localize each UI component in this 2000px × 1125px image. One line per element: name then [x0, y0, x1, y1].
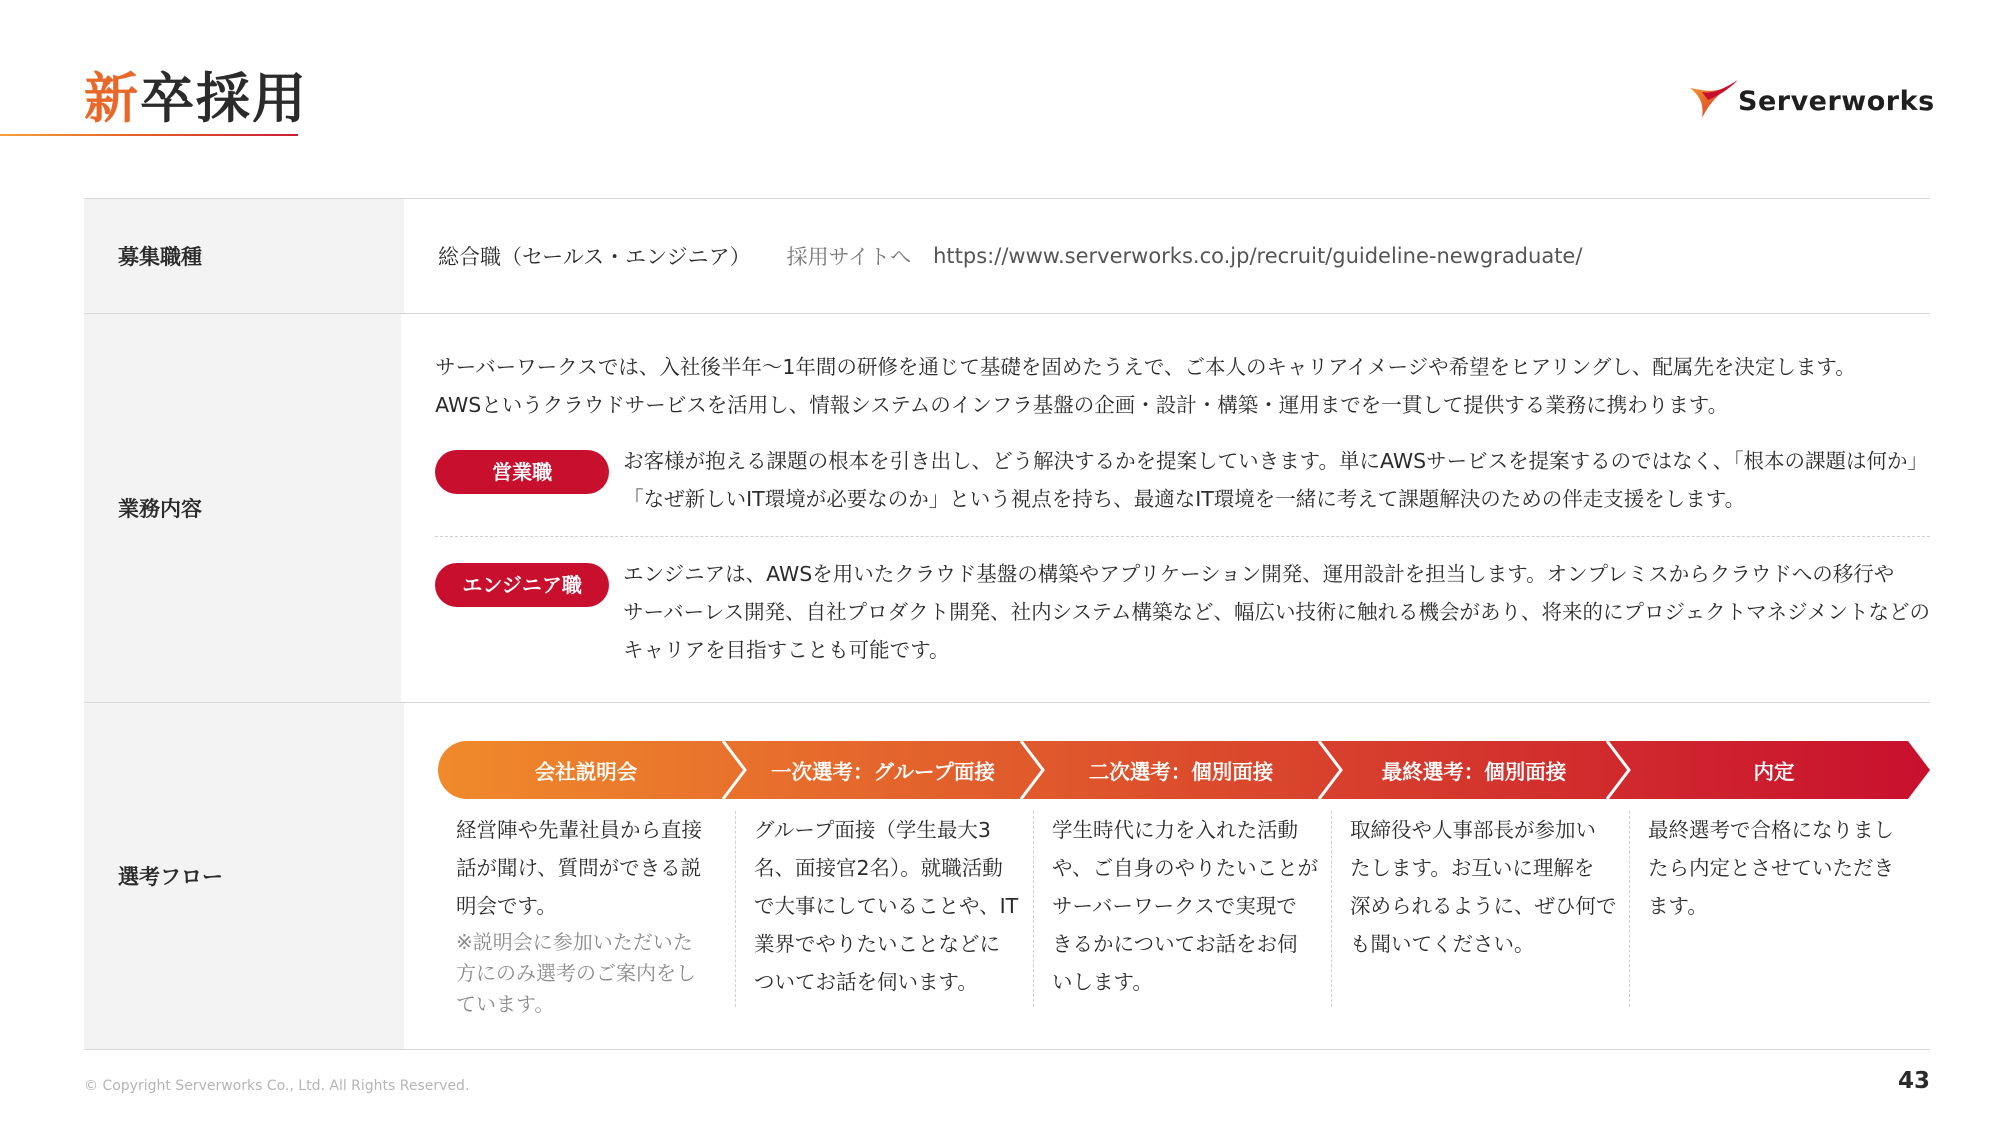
- flow-step-label: 会社説明会: [534, 760, 638, 784]
- desc-line: 明会です。: [456, 894, 557, 918]
- job-line: エンジニアは、AWSを用いたクラウド基盤の構築やアプリケーション開発、運用設計を担当します。オンプレミスからクラウドへの移行や: [623, 562, 1895, 586]
- job-sales: [435, 442, 1930, 518]
- desc-line: ます。: [1648, 894, 1708, 918]
- page-title-rest: 卒採用: [140, 67, 308, 130]
- desc-line: で大事にしていることや、IT: [754, 894, 1019, 918]
- desc-line: たします。お互いに理解を: [1350, 856, 1595, 880]
- flow-step-briefing: [438, 741, 734, 799]
- intro-line: AWSというクラウドサービスを活用し、情報システムのインフラ基盤の企画・設計・構築・運用までを一貫して提供する業務に携わります。: [435, 393, 1729, 417]
- note-line: ※説明会に参加いただいた: [456, 930, 693, 954]
- desc-line: 深められるように、ぜひ何で: [1350, 894, 1617, 918]
- flow-step-label: 内定: [1753, 760, 1795, 784]
- dashed-divider: [435, 536, 1930, 537]
- job-description: [623, 555, 1930, 669]
- desc-line: 業界でやりたいことなどに: [754, 932, 1000, 956]
- serverworks-logo: [1688, 76, 1936, 124]
- recruitment-table: [84, 198, 1930, 1050]
- work-intro: [435, 348, 1930, 424]
- page-title-accent: 新: [84, 67, 140, 130]
- desc-line: きるかについてお話をお伺: [1052, 932, 1298, 956]
- desc-line: グループ面接（学生最大3: [754, 818, 991, 842]
- desc-line: も聞いてください。: [1350, 932, 1535, 956]
- logo-wordmark: Serverworks: [1738, 86, 1935, 117]
- flow-desc-briefing: [438, 811, 736, 1016]
- copyright: © Copyright Serverworks Co., Ltd. All Rights Reserved.: [84, 1078, 470, 1094]
- desc-line: 話が聞け、質問ができる説: [456, 856, 702, 880]
- flow-desc-second: [1034, 811, 1332, 1007]
- row-body: [404, 703, 1930, 1049]
- desc-line: 取締役や人事部長が参加い: [1350, 818, 1596, 842]
- row-work-content: [84, 314, 1930, 703]
- note-line: ています。: [456, 992, 555, 1016]
- flow-step-label: 一次選考：グループ面接: [771, 760, 995, 784]
- title-underline: [0, 134, 298, 136]
- flow-step-second: [1032, 741, 1330, 799]
- desc-line: 学生時代に力を入れた活動: [1052, 818, 1298, 842]
- job-line: お客様が抱える課題の根本を引き出し、どう解決するかを提案していきます。単にAWSサービスを提案するのではなく、「根本の課題は何か」: [623, 449, 1929, 473]
- intro-line: サーバーワークスでは、入社後半年〜1年間の研修を通じて基礎を固めたうえで、ご本人のキャリアイメージや希望をヒアリングし、配属先を決定します。: [435, 355, 1856, 379]
- row-header: 選考フロー: [84, 703, 404, 1049]
- flow-desc-first: [736, 811, 1034, 1007]
- recruit-site-link[interactable]: https://www.serverworks.co.jp/recruit/guideline-newgraduate/: [933, 244, 1583, 268]
- flow-desc-final: [1332, 811, 1630, 1007]
- flow-step-label: 二次選考：個別面接: [1088, 760, 1274, 784]
- flow-step-first: [734, 741, 1032, 799]
- job-type: 総合職（セールス・エンジニア）: [438, 245, 751, 269]
- desc-line: や、ご自身のやりたいことが: [1052, 856, 1319, 880]
- note-line: 方にのみ選考のご案内をし: [456, 961, 696, 985]
- serverworks-swoosh-icon: [1688, 78, 1740, 120]
- desc-line: サーバーワークスで実現で: [1052, 894, 1297, 918]
- page-title: [84, 62, 308, 136]
- desc-line: いします。: [1052, 970, 1153, 994]
- flow-descriptions: [438, 811, 1930, 1016]
- job-badge-sales: 営業職: [435, 450, 609, 494]
- desc-line: 最終選考で合格になりまし: [1648, 818, 1894, 842]
- row-body: [404, 199, 1930, 313]
- flow-step-label: 最終選考：個別面接: [1381, 760, 1567, 784]
- job-badge-engineer: エンジニア職: [435, 563, 609, 607]
- job-description: [623, 442, 1928, 518]
- job-line: キャリアを目指すことも可能です。: [623, 638, 950, 662]
- desc-line: 経営陣や先輩社員から直接: [456, 818, 702, 842]
- page-number: 43: [1897, 1068, 1930, 1094]
- flow-step-final: [1330, 741, 1618, 799]
- briefing-note: [456, 927, 717, 1020]
- job-line: 「なぜ新しいIT環境が必要なのか」という視点を持ち、最適なIT環境を一緒に考えて課題解決のための伴走支援をします。: [623, 487, 1746, 511]
- job-line: サーバーレス開発、自社プロダクト開発、社内システム構築など、幅広い技術に触れる機会があり、将来的にプロジェクトマネジメントなどの: [623, 600, 1930, 624]
- recruit-site-label[interactable]: 採用サイトへ: [786, 245, 912, 269]
- selection-flow-chevrons: [438, 741, 1930, 799]
- desc-line: ついてお話を伺います。: [754, 970, 978, 994]
- desc-line: 名、面接官2名）。就職活動: [754, 856, 1003, 880]
- row-header: 業務内容: [84, 314, 401, 702]
- row-recruit-type: [84, 198, 1930, 314]
- flow-desc-offer: [1630, 811, 1928, 1007]
- flow-step-offer: [1618, 741, 1930, 799]
- row-selection-flow: [84, 703, 1930, 1050]
- desc-line: たら内定とさせていただき: [1648, 856, 1894, 880]
- row-header: 募集職種: [84, 199, 404, 313]
- job-engineer: [435, 555, 1930, 669]
- row-body: [401, 314, 1930, 702]
